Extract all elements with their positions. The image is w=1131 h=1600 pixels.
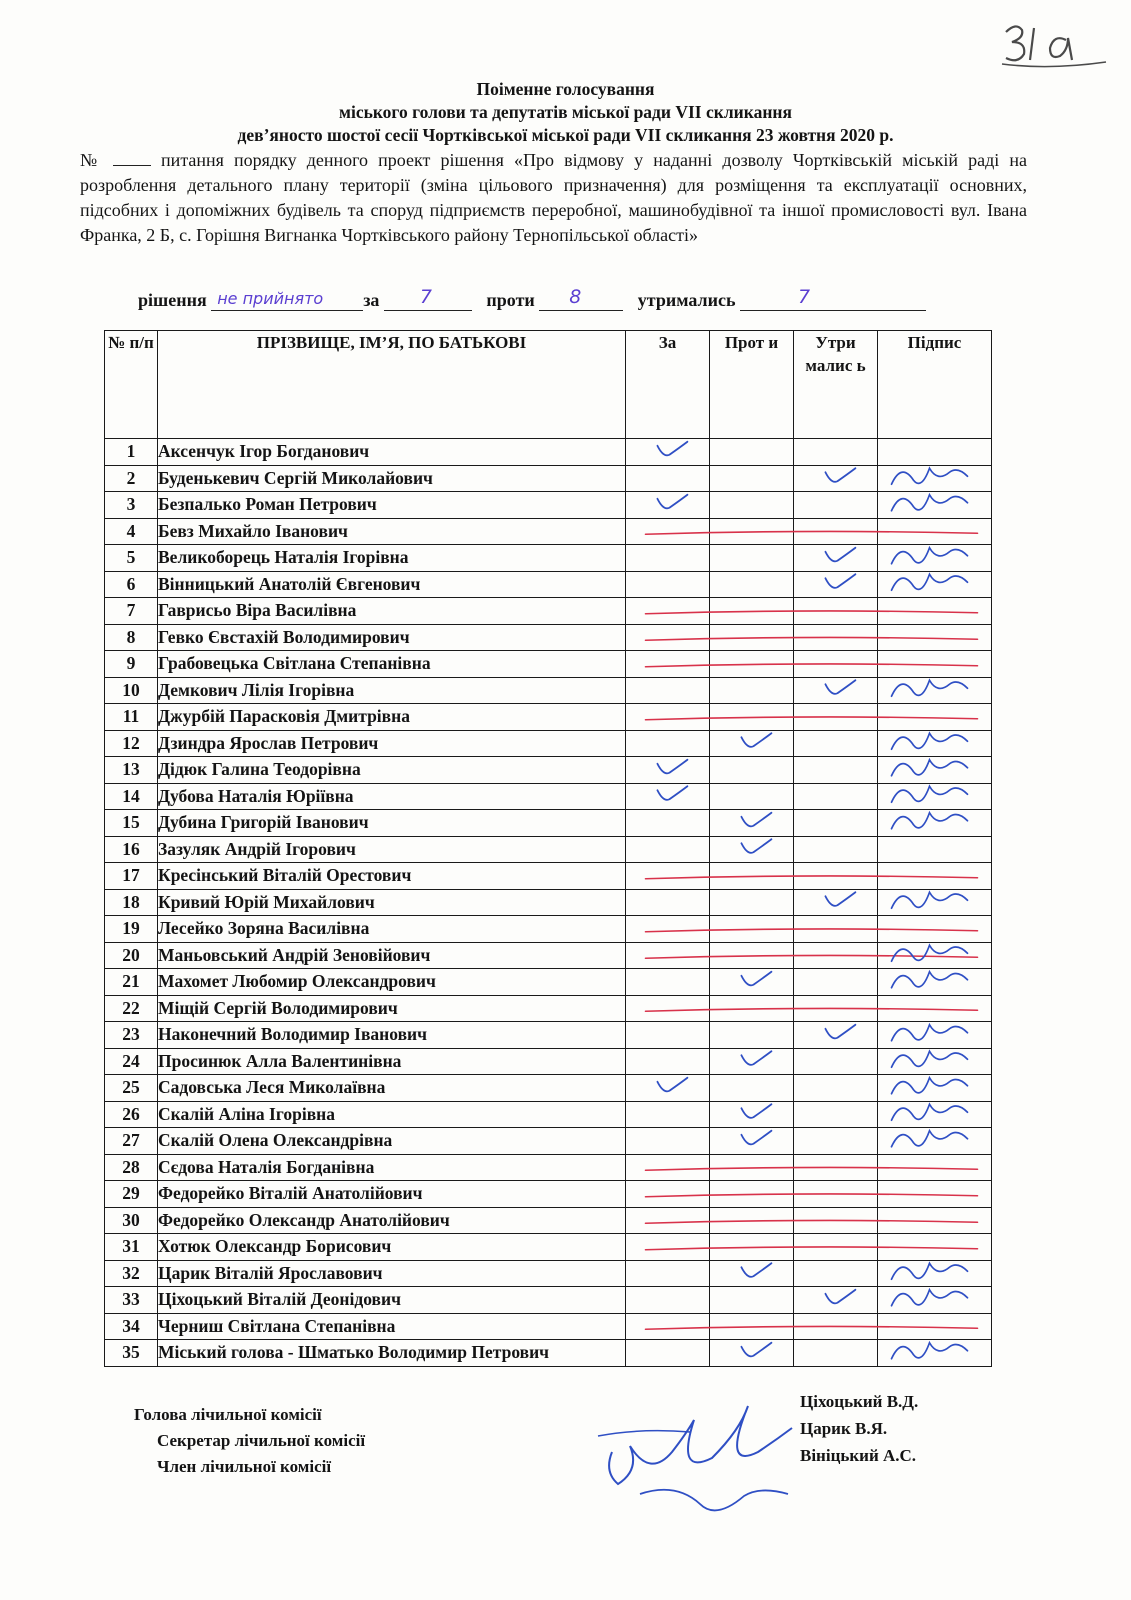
row-number: 31 [105, 1234, 158, 1261]
vote-abstained-cell [794, 1181, 878, 1208]
row-number: 7 [105, 598, 158, 625]
table-row [105, 889, 992, 916]
table-row [105, 465, 992, 492]
vote-against-cell [710, 836, 794, 863]
table-row [105, 1022, 992, 1049]
signature-cell [878, 651, 992, 678]
table-row [105, 1313, 992, 1340]
commission-chair-name: Ціхоцький В.Д. [800, 1392, 919, 1411]
vote-for-cell [626, 1340, 710, 1367]
vote-for-cell [626, 1287, 710, 1314]
against-count-field [539, 286, 623, 311]
deputy-name: Лесейко Зоряна Василівна [158, 916, 626, 943]
vote-abstained-cell [794, 836, 878, 863]
deputy-name: Буденькевич Сергій Миколайович [158, 465, 626, 492]
table-row [105, 677, 992, 704]
vote-against-cell [710, 598, 794, 625]
vote-for-cell [626, 545, 710, 572]
deputy-name: Джурбій Парасковія Дмитрівна [158, 704, 626, 731]
signature-cell [878, 1260, 992, 1287]
deputy-name: Махомет Любомир Олександрович [158, 969, 626, 996]
row-number: 27 [105, 1128, 158, 1155]
vote-for-cell [626, 969, 710, 996]
vote-against-cell [710, 995, 794, 1022]
column-header-abstained: Утри малис ь [794, 331, 878, 439]
voting-table [104, 330, 992, 1367]
column-header-number: № п/п [105, 331, 158, 439]
vote-for-cell [626, 1260, 710, 1287]
signature-cell [878, 1234, 992, 1261]
signature-cell [878, 1022, 992, 1049]
vote-against-cell [710, 810, 794, 837]
deputy-name: Царик Віталій Ярославович [158, 1260, 626, 1287]
signature-cell [878, 1048, 992, 1075]
table-row [105, 1075, 992, 1102]
signature-cell [878, 836, 992, 863]
commission-member-label: Член лічильної комісії [157, 1457, 332, 1476]
row-number: 20 [105, 942, 158, 969]
signature-cell [878, 518, 992, 545]
vote-for-cell [626, 836, 710, 863]
table-row [105, 1181, 992, 1208]
vote-against-cell [710, 1313, 794, 1340]
commission-member-name: Вініцький А.С. [800, 1446, 917, 1465]
table-row [105, 1154, 992, 1181]
signature-cell [878, 1128, 992, 1155]
deputy-name: Бевз Михайло Іванович [158, 518, 626, 545]
row-number: 26 [105, 1101, 158, 1128]
for-count-field [384, 286, 472, 311]
row-number: 8 [105, 624, 158, 651]
vote-abstained-cell [794, 889, 878, 916]
vote-for-cell [626, 651, 710, 678]
table-row [105, 916, 992, 943]
deputy-name: Скалій Аліна Ігорівна [158, 1101, 626, 1128]
deputy-name: Маньовський Андрій Зеновійович [158, 942, 626, 969]
deputy-name: Черниш Світлана Степанівна [158, 1313, 626, 1340]
row-number: 25 [105, 1075, 158, 1102]
vote-abstained-cell [794, 942, 878, 969]
against-label: проти [486, 290, 535, 310]
row-number: 14 [105, 783, 158, 810]
table-row [105, 571, 992, 598]
deputy-name: Аксенчук Ігор Богданович [158, 439, 626, 466]
row-number: 23 [105, 1022, 158, 1049]
column-header-against: Прот и [710, 331, 794, 439]
vote-against-cell [710, 757, 794, 784]
signature-cell [878, 1154, 992, 1181]
deputy-name: Сєдова Наталія Богданівна [158, 1154, 626, 1181]
vote-against-cell [710, 1340, 794, 1367]
row-number: 9 [105, 651, 158, 678]
vote-against-cell [710, 783, 794, 810]
vote-abstained-cell [794, 1075, 878, 1102]
table-row [105, 730, 992, 757]
decision-line [138, 286, 926, 311]
vote-abstained-cell [794, 1234, 878, 1261]
vote-for-cell [626, 571, 710, 598]
row-number: 22 [105, 995, 158, 1022]
deputy-name: Дідюк Галина Теодорівна [158, 757, 626, 784]
vote-abstained-cell [794, 1313, 878, 1340]
signature-cell [878, 677, 992, 704]
vote-for-cell [626, 1313, 710, 1340]
signature-cell [878, 1101, 992, 1128]
vote-against-cell [710, 651, 794, 678]
table-row [105, 1340, 992, 1367]
deputy-name: Гаврисьо Віра Василівна [158, 598, 626, 625]
deputy-name: Садовська Леся Миколаївна [158, 1075, 626, 1102]
vote-against-cell [710, 677, 794, 704]
signature-cell [878, 545, 992, 572]
commission-secretary-name: Царик В.Я. [800, 1419, 888, 1438]
vote-abstained-cell [794, 1207, 878, 1234]
table-row [105, 1234, 992, 1261]
deputy-name: Наконечний Володимир Іванович [158, 1022, 626, 1049]
table-row [105, 1207, 992, 1234]
row-number: 18 [105, 889, 158, 916]
vote-for-cell [626, 810, 710, 837]
signature-cell [878, 942, 992, 969]
vote-against-cell [710, 439, 794, 466]
vote-abstained-cell [794, 677, 878, 704]
table-row [105, 836, 992, 863]
row-number: 3 [105, 492, 158, 519]
vote-for-cell [626, 1234, 710, 1261]
vote-abstained-cell [794, 1287, 878, 1314]
vote-abstained-cell [794, 1340, 878, 1367]
signature-cell [878, 863, 992, 890]
deputy-name: Міський голова - Шматько Володимир Петрович [158, 1340, 626, 1367]
vote-abstained-cell [794, 1128, 878, 1155]
vote-for-cell [626, 518, 710, 545]
vote-for-cell [626, 704, 710, 731]
vote-abstained-cell [794, 1154, 878, 1181]
vote-against-cell [710, 730, 794, 757]
table-row [105, 1128, 992, 1155]
vote-for-cell [626, 889, 710, 916]
vote-against-cell [710, 1022, 794, 1049]
vote-for-cell [626, 1181, 710, 1208]
vote-for-cell [626, 1022, 710, 1049]
abstained-count-field [740, 286, 926, 311]
vote-for-cell [626, 995, 710, 1022]
vote-against-cell [710, 1101, 794, 1128]
signature-cell [878, 439, 992, 466]
vote-abstained-cell [794, 730, 878, 757]
vote-against-cell [710, 1260, 794, 1287]
vote-against-cell [710, 624, 794, 651]
vote-against-cell [710, 863, 794, 890]
table-row [105, 1048, 992, 1075]
row-number: 4 [105, 518, 158, 545]
table-row [105, 1260, 992, 1287]
signature-cell [878, 571, 992, 598]
session-line: дев’яносто шостої сесії Чортківської міської ради VII скликання 23 жовтня 2020 р. [237, 125, 894, 145]
decision-value: не прийнято [217, 289, 324, 308]
deputy-name: Дзиндра Ярослав Петрович [158, 730, 626, 757]
vote-abstained-cell [794, 969, 878, 996]
commission-signature [609, 1406, 792, 1484]
row-number: 29 [105, 1181, 158, 1208]
against-count: 8 [569, 286, 582, 308]
vote-abstained-cell [794, 916, 878, 943]
vote-for-cell [626, 465, 710, 492]
row-number: 10 [105, 677, 158, 704]
document-title: Поіменне голосування [476, 79, 655, 99]
commission-signature [598, 1431, 690, 1436]
item-number-blank [113, 151, 151, 166]
vote-for-cell [626, 942, 710, 969]
deputy-name: Безпалько Роман Петрович [158, 492, 626, 519]
vote-abstained-cell [794, 1260, 878, 1287]
deputy-name: Кривий Юрій Михайлович [158, 889, 626, 916]
signature-cell [878, 465, 992, 492]
document-subtitle: міського голови та депутатів міської ради VII скликання [339, 102, 792, 122]
deputy-name: Демкович Лілія Ігорівна [158, 677, 626, 704]
signature-cell [878, 889, 992, 916]
row-number: 35 [105, 1340, 158, 1367]
signature-cell [878, 1313, 992, 1340]
table-row [105, 545, 992, 572]
vote-against-cell [710, 1154, 794, 1181]
for-label: за [363, 290, 380, 310]
vote-against-cell [710, 1207, 794, 1234]
table-row [105, 995, 992, 1022]
deputy-name: Гевко Євстахій Володимирович [158, 624, 626, 651]
vote-against-cell [710, 1128, 794, 1155]
decision-value-field [211, 290, 363, 311]
column-header-signature: Підпис [878, 331, 992, 439]
deputy-name: Зазуляк Андрій Ігорович [158, 836, 626, 863]
vote-against-cell [710, 942, 794, 969]
signature-cell [878, 810, 992, 837]
table-row [105, 1101, 992, 1128]
vote-abstained-cell [794, 571, 878, 598]
vote-abstained-cell [794, 624, 878, 651]
signature-cell [878, 1207, 992, 1234]
vote-against-cell [710, 545, 794, 572]
row-number: 1 [105, 439, 158, 466]
vote-abstained-cell [794, 545, 878, 572]
row-number: 24 [105, 1048, 158, 1075]
signature-cell [878, 1181, 992, 1208]
table-row [105, 942, 992, 969]
deputy-name: Скалій Олена Олександрівна [158, 1128, 626, 1155]
abstained-count: 7 [798, 286, 811, 308]
vote-abstained-cell [794, 598, 878, 625]
signature-cell [878, 492, 992, 519]
table-row [105, 863, 992, 890]
signature-cell [878, 624, 992, 651]
commission-signature [640, 1490, 788, 1511]
vote-abstained-cell [794, 1101, 878, 1128]
vote-against-cell [710, 1234, 794, 1261]
deputy-name: Вінницький Анатолій Євгенович [158, 571, 626, 598]
table-row [105, 518, 992, 545]
row-number: 33 [105, 1287, 158, 1314]
vote-abstained-cell [794, 439, 878, 466]
signature-cell [878, 995, 992, 1022]
row-number: 11 [105, 704, 158, 731]
vote-against-cell [710, 1181, 794, 1208]
for-count: 7 [419, 286, 433, 308]
item-description: питання порядку денного проект рішення «Про відмову у наданні дозволу Чортківській міській раді на розроблення детального плану території (зміна цільового призначення) для розміщення та експлуатації основних, підсобних і допоміжних будівель та споруд підприємств переробної, машинобудівної та іншої промисловості вул. Івана Франка, 2 Б, с. Горішня Вигнанка Чортківського району Тернопільської області» [80, 150, 1028, 245]
item-number-label: № [80, 150, 103, 170]
table-row [105, 704, 992, 731]
deputy-name: Ціхоцький Віталій Деонідович [158, 1287, 626, 1314]
table-row [105, 757, 992, 784]
table-row [105, 810, 992, 837]
vote-abstained-cell [794, 704, 878, 731]
vote-abstained-cell [794, 492, 878, 519]
vote-abstained-cell [794, 757, 878, 784]
row-number: 2 [105, 465, 158, 492]
deputy-name: Дубина Григорій Іванович [158, 810, 626, 837]
vote-against-cell [710, 889, 794, 916]
vote-for-cell [626, 624, 710, 651]
vote-for-cell [626, 757, 710, 784]
column-header-for: За [626, 331, 710, 439]
vote-against-cell [710, 1048, 794, 1075]
table-row [105, 651, 992, 678]
vote-for-cell [626, 598, 710, 625]
deputy-name: Міщій Сергій Володимирович [158, 995, 626, 1022]
vote-for-cell [626, 1048, 710, 1075]
row-number: 21 [105, 969, 158, 996]
table-row [105, 624, 992, 651]
vote-for-cell [626, 677, 710, 704]
vote-against-cell [710, 969, 794, 996]
row-number: 17 [105, 863, 158, 890]
vote-against-cell [710, 492, 794, 519]
deputy-name: Федорейко Олександр Анатолійович [158, 1207, 626, 1234]
vote-for-cell [626, 439, 710, 466]
deputy-name: Грабовецька Світлана Степанівна [158, 651, 626, 678]
vote-against-cell [710, 1287, 794, 1314]
deputy-name: Хотюк Олександр Борисович [158, 1234, 626, 1261]
vote-abstained-cell [794, 995, 878, 1022]
table-row [105, 969, 992, 996]
signature-cell [878, 969, 992, 996]
vote-abstained-cell [794, 783, 878, 810]
vote-against-cell [710, 916, 794, 943]
vote-for-cell [626, 1128, 710, 1155]
vote-against-cell [710, 571, 794, 598]
vote-for-cell [626, 730, 710, 757]
vote-against-cell [710, 1075, 794, 1102]
signature-cell [878, 916, 992, 943]
column-header-name: ПРІЗВИЩЕ, ІМ’Я, ПО БАТЬКОВІ [158, 331, 626, 439]
decision-label: рішення [138, 290, 207, 310]
row-number: 13 [105, 757, 158, 784]
row-number: 30 [105, 1207, 158, 1234]
row-number: 16 [105, 836, 158, 863]
signature-cell [878, 704, 992, 731]
table-row [105, 439, 992, 466]
signature-cell [878, 1287, 992, 1314]
abstained-label: утримались [637, 290, 736, 310]
commission-chair-label: Голова лічильної комісії [134, 1405, 322, 1424]
row-number: 6 [105, 571, 158, 598]
row-number: 34 [105, 1313, 158, 1340]
row-number: 32 [105, 1260, 158, 1287]
vote-abstained-cell [794, 465, 878, 492]
table-row [105, 598, 992, 625]
row-number: 5 [105, 545, 158, 572]
signature-cell [878, 730, 992, 757]
signature-cell [878, 1340, 992, 1367]
vote-for-cell [626, 916, 710, 943]
deputy-name: Просинюк Алла Валентинівна [158, 1048, 626, 1075]
signature-cell [878, 598, 992, 625]
vote-against-cell [710, 465, 794, 492]
page-number-handwritten [1000, 14, 1110, 70]
agenda-item-text [80, 148, 1027, 248]
deputy-name: Федорейко Віталій Анатолійович [158, 1181, 626, 1208]
vote-abstained-cell [794, 863, 878, 890]
vote-abstained-cell [794, 1022, 878, 1049]
signature-cell [878, 783, 992, 810]
table-row [105, 1287, 992, 1314]
deputy-name: Кресінський Віталій Орестович [158, 863, 626, 890]
commission-secretary-label: Секретар лічильної комісії [157, 1431, 366, 1450]
vote-against-cell [710, 518, 794, 545]
row-number: 15 [105, 810, 158, 837]
table-row [105, 783, 992, 810]
row-number: 12 [105, 730, 158, 757]
table-row [105, 492, 992, 519]
vote-for-cell [626, 1207, 710, 1234]
vote-abstained-cell [794, 1048, 878, 1075]
deputy-name: Великоборець Наталія Ігорівна [158, 545, 626, 572]
vote-for-cell [626, 1101, 710, 1128]
signature-cell [878, 757, 992, 784]
vote-abstained-cell [794, 810, 878, 837]
vote-for-cell [626, 783, 710, 810]
deputy-name: Дубова Наталія Юріївна [158, 783, 626, 810]
vote-for-cell [626, 1154, 710, 1181]
vote-abstained-cell [794, 651, 878, 678]
signature-cell [878, 1075, 992, 1102]
vote-against-cell [710, 704, 794, 731]
row-number: 28 [105, 1154, 158, 1181]
voting-table-body [105, 439, 992, 1367]
row-number: 19 [105, 916, 158, 943]
vote-for-cell [626, 492, 710, 519]
vote-for-cell [626, 863, 710, 890]
vote-for-cell [626, 1075, 710, 1102]
table-header-row [105, 331, 992, 439]
vote-abstained-cell [794, 518, 878, 545]
